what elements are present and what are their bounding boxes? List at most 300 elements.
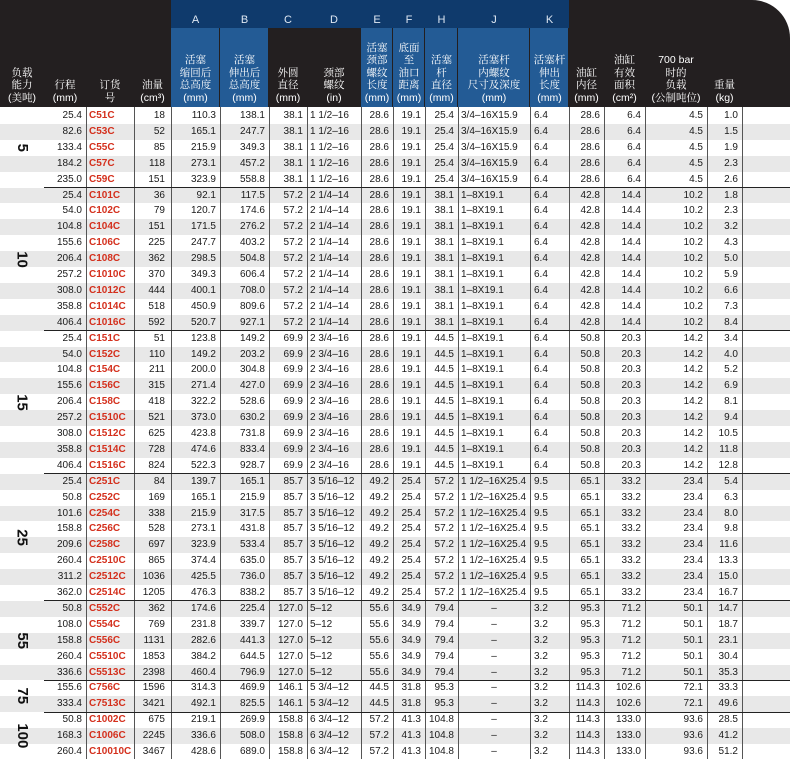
capacity-group-label [0, 331, 44, 474]
cell-e: 28.6 [369, 428, 389, 439]
cell-bore: 65.1 [580, 491, 600, 503]
cell-weight: 6.6 [724, 284, 738, 296]
cell-weight: 15.0 [718, 571, 738, 583]
cell-d: 2 1/4–14 [310, 316, 349, 328]
cell-model: C1006C [89, 730, 126, 742]
cell-c: 85.7 [283, 491, 303, 503]
cell-area: 20.3 [621, 459, 641, 471]
cell-b: 528.6 [239, 396, 265, 408]
cell-load: 10.2 [683, 221, 703, 233]
cell-j: 1 1/2–16X25.4 [461, 555, 527, 567]
cell-d: 1 1/2–16 [310, 125, 349, 137]
cell-model: C102C [89, 205, 121, 217]
cell-area: 33.2 [621, 571, 641, 583]
cell-model: C1514C [89, 443, 126, 455]
cell-weight: 2.3 [724, 205, 738, 217]
cell-e: 28.6 [369, 284, 389, 296]
cell-oil: 52 [153, 125, 165, 137]
cell-j: 1–8X19.1 [461, 316, 504, 328]
cell-j: – [491, 682, 497, 694]
dimension-letter-a: A [191, 14, 200, 26]
cell-h: 38.1 [434, 221, 454, 233]
cell-bore: 50.8 [580, 396, 600, 408]
cell-b: 117.5 [240, 189, 265, 201]
cell-c: 69.9 [283, 396, 303, 408]
cell-weight: 13.3 [718, 555, 738, 567]
cell-b: 796.9 [239, 666, 265, 678]
table-row [0, 140, 790, 156]
cell-bore: 95.3 [580, 634, 600, 646]
cell-weight: 51.2 [718, 746, 738, 757]
cell-load: 14.2 [683, 396, 703, 408]
cell-e: 28.6 [369, 443, 389, 455]
cell-d: 5 3/4–12 [310, 682, 349, 694]
cell-e: 57.2 [369, 730, 389, 742]
group-separator [44, 330, 790, 331]
cell-d: 3 5/16–12 [310, 587, 355, 598]
cell-bore: 114.3 [575, 714, 600, 726]
header-b: 活塞 伸出后 总高度 (mm) [228, 54, 261, 104]
table-row [0, 188, 790, 204]
cell-f: 25.4 [401, 491, 421, 503]
cell-b: 630.2 [239, 412, 265, 424]
cell-b: 215.9 [239, 491, 265, 503]
cell-h: 57.2 [434, 587, 454, 598]
capacity-group-label [0, 712, 44, 760]
table-row [0, 315, 790, 331]
cell-weight: 11.6 [719, 539, 738, 551]
cell-d: 3 5/16–12 [310, 555, 355, 567]
cell-weight: 2.6 [724, 173, 738, 185]
cell-oil: 84 [153, 475, 165, 487]
cell-d: 2 1/4–14 [310, 221, 349, 233]
cell-c: 146.1 [277, 698, 303, 710]
cell-d: 2 1/4–14 [310, 189, 349, 201]
table-row [0, 235, 790, 251]
cell-bore: 50.8 [580, 443, 600, 455]
cell-h: 95.3 [434, 698, 454, 710]
cell-d: 6 3/4–12 [310, 730, 349, 742]
cell-area: 33.2 [621, 491, 641, 503]
cell-a: 171.5 [190, 221, 216, 233]
cell-area: 71.2 [621, 650, 641, 662]
cell-c: 57.2 [283, 284, 303, 296]
capacity-value: 15 [13, 393, 31, 411]
cell-c: 127.0 [277, 602, 303, 614]
cell-stroke: 257.2 [56, 412, 82, 424]
cell-f: 41.3 [401, 746, 421, 757]
cell-weight: 35.3 [718, 666, 738, 678]
cell-stroke: 333.4 [56, 698, 82, 710]
cell-j: 1 1/2–16X25.4 [461, 587, 527, 598]
cell-k: 6.4 [534, 237, 548, 249]
cell-c: 85.7 [283, 475, 303, 487]
cell-e: 28.6 [369, 364, 389, 376]
cell-load: 23.4 [683, 539, 703, 551]
cell-area: 20.3 [621, 443, 641, 455]
cell-bore: 65.1 [580, 507, 600, 519]
cell-h: 104.8 [428, 714, 454, 726]
cell-f: 19.1 [401, 253, 421, 265]
cell-k: 6.4 [534, 396, 548, 408]
cell-e: 28.6 [369, 189, 389, 201]
table-row [0, 474, 790, 490]
cell-weight: 3.2 [724, 221, 738, 233]
cell-stroke: 209.6 [56, 539, 82, 551]
cell-weight: 8.0 [724, 507, 738, 519]
cell-stroke: 406.4 [56, 316, 82, 328]
cell-b: 441.3 [239, 634, 265, 646]
cell-load: 23.4 [683, 491, 703, 503]
cell-model: C254C [89, 507, 121, 519]
cell-area: 133.0 [615, 714, 641, 726]
cell-weight: 5.0 [724, 253, 738, 265]
cell-bore: 42.8 [580, 300, 600, 312]
cell-c: 69.9 [283, 459, 303, 471]
cell-model: C57C [89, 157, 115, 169]
cell-f: 25.4 [401, 555, 421, 567]
cell-f: 19.1 [401, 380, 421, 392]
cell-d: 2 3/4–16 [310, 380, 349, 392]
cell-weight: 1.5 [724, 125, 738, 137]
cell-j: 1–8X19.1 [461, 380, 504, 392]
table-row [0, 347, 790, 363]
cell-j: – [491, 618, 497, 630]
cell-d: 5 3/4–12 [310, 698, 349, 710]
cell-oil: 211 [149, 364, 165, 376]
cell-h: 79.4 [434, 650, 454, 662]
cell-h: 38.1 [434, 316, 454, 328]
cell-area: 14.4 [621, 269, 641, 280]
cell-oil: 769 [148, 618, 165, 630]
cell-a: 219.1 [190, 714, 216, 726]
cell-stroke: 168.3 [56, 730, 82, 742]
cell-bore: 50.8 [580, 332, 600, 344]
dimension-letter-k: K [545, 14, 554, 26]
table-row [0, 378, 790, 394]
cell-d: 2 3/4–16 [310, 364, 349, 376]
cell-oil: 315 [148, 380, 165, 392]
cell-c: 57.2 [283, 253, 303, 265]
cell-model: C554C [89, 618, 121, 630]
cell-c: 69.9 [283, 443, 303, 455]
cell-e: 49.2 [369, 587, 389, 598]
cell-f: 31.8 [401, 682, 421, 694]
table-row [0, 331, 790, 347]
cell-oil: 592 [148, 316, 165, 328]
cell-c: 57.2 [283, 221, 303, 233]
cell-e: 55.6 [369, 602, 389, 614]
cell-h: 44.5 [434, 443, 454, 455]
cell-oil: 3467 [142, 746, 165, 757]
cell-model: C2514C [89, 587, 126, 598]
capacity-group-label [0, 680, 44, 712]
cell-h: 79.4 [434, 666, 454, 678]
cell-d: 2 3/4–16 [310, 428, 349, 439]
cell-k: 6.4 [534, 141, 548, 153]
cell-f: 19.1 [401, 332, 421, 344]
cell-h: 95.3 [434, 682, 454, 694]
cell-bore: 42.8 [580, 221, 600, 233]
cell-oil: 151 [148, 221, 165, 233]
cell-model: C756C [89, 682, 121, 694]
cell-model: C5510C [89, 650, 126, 662]
cell-h: 79.4 [434, 618, 454, 630]
cell-stroke: 311.2 [57, 571, 82, 583]
cell-area: 6.4 [627, 125, 641, 137]
cell-j: – [491, 746, 497, 757]
cell-model: C251C [89, 475, 121, 487]
cell-weight: 49.6 [718, 698, 738, 710]
cell-load: 23.4 [683, 571, 703, 583]
cell-b: 276.2 [239, 221, 265, 233]
cell-h: 57.2 [434, 491, 454, 503]
cell-d: 3 5/16–12 [310, 507, 355, 519]
group-separator [44, 680, 790, 681]
cell-stroke: 406.4 [56, 459, 82, 471]
cell-h: 44.5 [434, 396, 454, 408]
cell-oil: 824 [148, 459, 165, 471]
cell-e: 28.6 [369, 221, 389, 233]
cell-bore: 42.8 [580, 316, 600, 328]
cell-oil: 1853 [142, 650, 165, 662]
cell-e: 28.6 [369, 396, 389, 408]
cell-load: 10.2 [683, 205, 703, 217]
cell-oil: 1036 [142, 571, 165, 583]
cell-b: 825.5 [239, 698, 265, 710]
table-row [0, 617, 790, 633]
cell-b: 469.9 [239, 682, 265, 694]
cell-d: 1 1/2–16 [310, 110, 349, 121]
header-bore: 油缸 内径 (mm) [574, 66, 599, 104]
group-separator [44, 712, 790, 713]
cell-e: 28.6 [369, 253, 389, 265]
cell-e: 28.6 [369, 173, 389, 185]
cell-load: 23.4 [683, 475, 703, 487]
cell-f: 34.9 [401, 602, 421, 614]
cell-load: 23.4 [683, 587, 703, 598]
cell-stroke: 235.0 [56, 173, 82, 185]
cell-load: 14.2 [683, 412, 703, 424]
cell-a: 139.7 [190, 475, 216, 487]
cell-area: 33.2 [621, 507, 641, 519]
table-row [0, 426, 790, 442]
cell-c: 158.8 [277, 730, 303, 742]
cell-f: 34.9 [401, 666, 421, 678]
table-row [0, 442, 790, 458]
cell-k: 6.4 [534, 443, 548, 455]
cell-f: 19.1 [401, 189, 421, 201]
cell-stroke: 206.4 [56, 396, 82, 408]
cell-k: 3.2 [534, 634, 548, 646]
cell-load: 10.2 [683, 284, 703, 296]
cell-b: 427.0 [239, 380, 265, 392]
cell-d: 3 5/16–12 [310, 539, 355, 551]
cell-weight: 3.4 [724, 332, 738, 344]
cell-a: 200.0 [190, 364, 216, 376]
cell-load: 93.6 [683, 746, 703, 757]
cell-c: 57.2 [283, 237, 303, 249]
cell-area: 102.6 [615, 698, 641, 710]
cell-j: 1 1/2–16X25.4 [461, 475, 527, 487]
group-separator [44, 600, 790, 601]
cell-j: – [491, 730, 497, 742]
dimension-letter-d: D [330, 14, 338, 26]
cell-j: 1–8X19.1 [461, 459, 504, 471]
cell-h: 44.5 [434, 412, 454, 424]
cell-oil: 518 [148, 300, 165, 312]
cell-f: 25.4 [401, 507, 421, 519]
cell-e: 57.2 [369, 714, 389, 726]
cell-bore: 50.8 [580, 428, 600, 439]
cell-b: 606.4 [239, 269, 265, 280]
cell-oil: 18 [153, 110, 165, 121]
cell-b: 708.0 [239, 284, 265, 296]
cell-load: 4.5 [689, 110, 703, 121]
column-divider [604, 107, 605, 759]
cell-load: 14.2 [683, 428, 703, 439]
cell-model: C1012C [89, 284, 126, 296]
cell-f: 19.1 [401, 141, 421, 153]
cell-weight: 7.3 [724, 300, 738, 312]
cell-stroke: 54.0 [62, 348, 82, 360]
dimension-letter-c: C [284, 14, 292, 26]
cell-load: 14.2 [683, 380, 703, 392]
table-row [0, 458, 790, 474]
cell-j: 1–8X19.1 [461, 396, 504, 408]
cell-f: 19.1 [401, 364, 421, 376]
header-model: 订货 号 [99, 79, 121, 104]
cell-c: 85.7 [283, 507, 303, 519]
cell-b: 403.2 [239, 237, 265, 249]
cell-stroke: 25.4 [62, 475, 82, 487]
cell-load: 10.2 [683, 316, 703, 328]
cell-e: 49.2 [369, 475, 389, 487]
cell-bore: 42.8 [580, 253, 600, 265]
cell-h: 38.1 [434, 284, 454, 296]
cell-a: 273.1 [190, 523, 216, 535]
cell-h: 57.2 [434, 475, 454, 487]
table-row [0, 124, 790, 140]
cell-k: 6.4 [534, 173, 548, 185]
table-row [0, 362, 790, 378]
header-e: 活塞 颈部 螺纹 长度 (mm) [364, 41, 390, 104]
cell-j: 1 1/2–16X25.4 [461, 571, 527, 583]
cell-k: 3.2 [534, 714, 548, 726]
cell-bore: 42.8 [580, 269, 600, 280]
header-k: 活塞杆 伸出 长度 (mm) [533, 54, 566, 104]
table-row [0, 506, 790, 522]
cell-e: 55.6 [369, 618, 389, 630]
cell-oil: 110 [149, 348, 165, 360]
table-row [0, 394, 790, 410]
cell-e: 28.6 [369, 300, 389, 312]
group-separator [44, 473, 790, 474]
cell-weight: 12.8 [718, 459, 738, 471]
column-divider [269, 107, 270, 759]
cell-a: 314.3 [190, 682, 216, 694]
cell-bore: 50.8 [580, 412, 600, 424]
table-row [0, 108, 790, 124]
cell-c: 127.0 [277, 634, 303, 646]
cell-e: 28.6 [369, 459, 389, 471]
capacity-group-label [0, 108, 44, 188]
cell-stroke: 25.4 [62, 189, 82, 201]
cell-stroke: 54.0 [62, 205, 82, 217]
cell-d: 3 5/16–12 [310, 475, 355, 487]
cell-e: 49.2 [369, 539, 389, 551]
cell-load: 50.1 [683, 650, 703, 662]
cell-a: 120.7 [190, 205, 216, 217]
cell-e: 28.6 [369, 332, 389, 344]
cell-stroke: 336.6 [56, 666, 82, 678]
cell-load: 93.6 [683, 730, 703, 742]
cell-weight: 1.9 [724, 141, 738, 153]
table-row [0, 203, 790, 219]
cell-a: 110.3 [191, 110, 216, 121]
cell-load: 4.5 [689, 157, 703, 169]
header-f: 底面 至 油口 距离 (mm) [396, 41, 422, 104]
table-row [0, 665, 790, 681]
cell-stroke: 50.8 [62, 714, 82, 726]
cell-h: 44.5 [434, 348, 454, 360]
cell-k: 6.4 [534, 428, 548, 439]
cell-j: 1–8X19.1 [461, 428, 504, 439]
cell-j: 3/4–16X15.9 [461, 125, 518, 137]
cell-c: 127.0 [277, 618, 303, 630]
cell-a: 522.3 [190, 459, 216, 471]
cell-h: 44.5 [434, 428, 454, 439]
cell-f: 25.4 [401, 571, 421, 583]
cell-bore: 28.6 [580, 141, 600, 153]
cell-k: 6.4 [534, 269, 548, 280]
table-row [0, 696, 790, 712]
cell-f: 19.1 [401, 125, 421, 137]
cell-stroke: 358.8 [56, 300, 82, 312]
capacity-value: 100 [13, 723, 31, 749]
cell-b: 165.1 [239, 475, 265, 487]
cell-b: 349.3 [239, 141, 265, 153]
cell-model: C53C [89, 125, 115, 137]
cell-b: 731.8 [239, 428, 265, 439]
cell-j: 1–8X19.1 [461, 332, 504, 344]
cell-stroke: 158.8 [56, 523, 82, 535]
cell-j: 1 1/2–16X25.4 [461, 539, 527, 551]
cell-b: 457.2 [239, 157, 265, 169]
cell-area: 71.2 [621, 618, 641, 630]
cell-model: C156C [89, 380, 121, 392]
cell-stroke: 25.4 [62, 332, 82, 344]
cell-k: 9.5 [534, 539, 548, 551]
cell-model: C252C [89, 491, 121, 503]
cell-h: 38.1 [434, 189, 454, 201]
table-row [0, 633, 790, 649]
cell-d: 2 3/4–16 [310, 332, 349, 344]
cell-model: C1002C [89, 714, 126, 726]
header-a: 活塞 缩回后 总高度 (mm) [179, 54, 212, 104]
column-divider [171, 107, 172, 759]
cell-k: 6.4 [534, 205, 548, 217]
cell-oil: 85 [153, 141, 165, 153]
cell-a: 322.2 [190, 396, 216, 408]
cell-weight: 8.4 [724, 316, 738, 328]
cell-k: 9.5 [534, 587, 548, 598]
cell-bore: 114.3 [575, 682, 600, 694]
cell-b: 431.8 [239, 523, 265, 535]
cell-area: 20.3 [621, 364, 641, 376]
cell-oil: 225 [148, 237, 165, 249]
cell-load: 14.2 [683, 332, 703, 344]
